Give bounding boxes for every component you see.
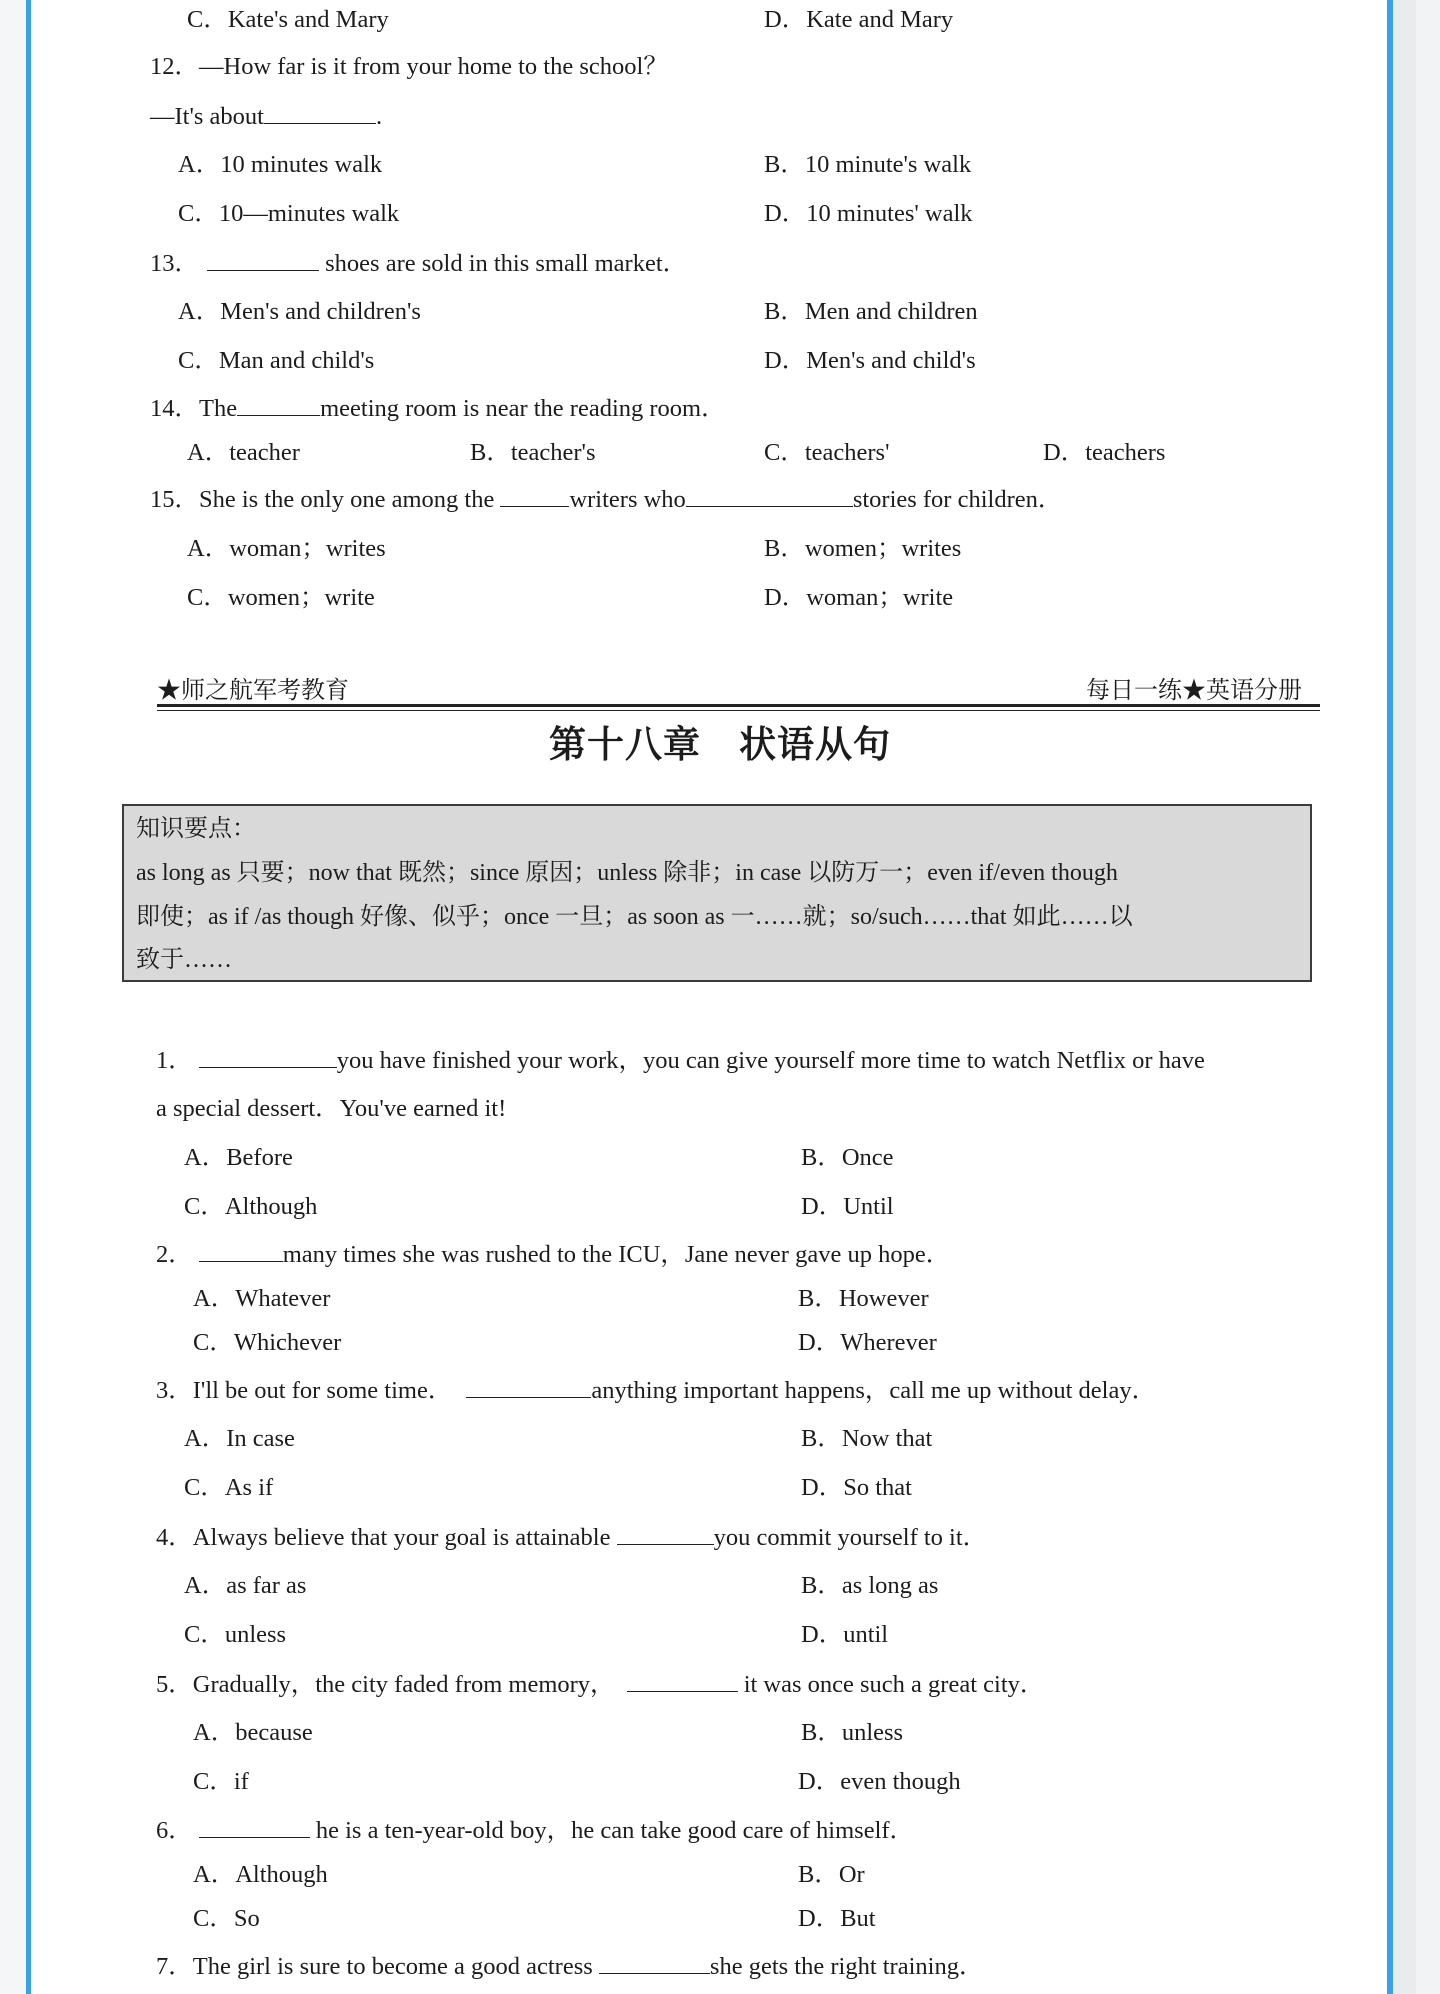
answer-blank (199, 1239, 283, 1262)
option-2-d: D．Wherever (798, 1329, 937, 1356)
option-q15-c: C．women；write (187, 584, 375, 611)
question-12-stem: 12．—How far is it from your home to the school？ (150, 53, 668, 80)
option-1-a: A．Before (184, 1144, 293, 1171)
option-q12-b: B．10 minute's walk (764, 151, 972, 178)
knowledge-line-3: 致于…… (136, 947, 232, 973)
option-4-d: D．until (801, 1621, 889, 1648)
option-q11-d: D．Kate and Mary (764, 6, 954, 33)
header-rule-thick (157, 704, 1320, 707)
option-4-b: B．as long as (801, 1572, 939, 1599)
option-2-a: A．Whatever (193, 1285, 331, 1312)
chapter-title: 第十八章 状语从句 (549, 723, 891, 766)
option-q13-d: D．Men's and child's (764, 347, 976, 374)
option-2-c: C．Whichever (193, 1329, 342, 1356)
answer-blank (627, 1669, 738, 1692)
option-4-a: A．as far as (184, 1572, 307, 1599)
knowledge-title: 知识要点： (136, 816, 256, 842)
option-q13-a: A．Men's and children's (178, 298, 421, 325)
answer-blank (199, 1815, 310, 1838)
option-6-b: B．Or (798, 1861, 865, 1888)
question-12-answer-line: —It's about . (150, 103, 383, 130)
knowledge-line-1: as long as 只要；now that 既然；since 原因；unless 除非；in case 以防万一；even if/even though (136, 860, 1118, 886)
answer-blank (199, 1045, 337, 1068)
option-q12-a: A．10 minutes walk (178, 151, 383, 178)
option-q14-d: D．teachers (1043, 439, 1166, 466)
option-1-c: C．Although (184, 1193, 318, 1220)
option-q14-a: A．teacher (187, 439, 300, 466)
option-3-c: C．As if (184, 1474, 274, 1501)
answer-blank (617, 1522, 714, 1545)
question-15-stem: 15．She is the only one among the writers who stories for children． (150, 486, 1063, 513)
question-3-stem: 3．I'll be out for some time． anything important happens，call me up without delay． (156, 1377, 1157, 1404)
option-5-d: D．even though (798, 1768, 961, 1795)
option-q14-c: C．teachers' (764, 439, 890, 466)
header-rule-thin (157, 710, 1320, 711)
header-series: 每日一练★英语分册 (1086, 676, 1302, 704)
option-q12-d: D．10 minutes' walk (764, 200, 973, 227)
option-2-b: B．However (798, 1285, 929, 1312)
answer-blank (599, 1951, 710, 1974)
option-q13-b: B．Men and children (764, 298, 978, 325)
question-13-stem: 13． shoes are sold in this small market． (150, 250, 688, 277)
option-6-a: A．Although (193, 1861, 328, 1888)
header-publisher: ★师之航军考教育 (157, 676, 349, 704)
option-5-c: C．if (193, 1768, 249, 1795)
option-q12-c: C．10—minutes walk (178, 200, 400, 227)
option-3-d: D．So that (801, 1474, 912, 1501)
answer-blank (237, 393, 320, 416)
option-4-c: C．unless (184, 1621, 287, 1648)
option-q13-c: C．Man and child's (178, 347, 375, 374)
answer-blank (207, 248, 319, 271)
answer-blank (466, 1375, 591, 1398)
option-q14-b: B．teacher's (470, 439, 596, 466)
option-5-b: B．unless (801, 1719, 904, 1746)
option-q15-b: B．women；writes (764, 535, 962, 562)
question-14-stem: 14．The meeting room is near the reading room． (150, 395, 726, 422)
question-1-stem-cont: a special dessert．You've earned it! (156, 1095, 507, 1122)
answer-blank (264, 101, 376, 124)
option-q15-d: D．woman；write (764, 584, 954, 611)
option-q11-c: C．Kate's and Mary (187, 6, 389, 33)
question-2-stem: 2． many times she was rushed to the ICU，Jane never gave up hope． (156, 1241, 951, 1268)
knowledge-box (122, 804, 1312, 982)
question-1-stem: 1． you have finished your work，you can give yourself more time to watch Netflix or have (156, 1047, 1205, 1074)
question-7-stem: 7．The girl is sure to become a good actress she gets the right training． (156, 1953, 984, 1980)
option-5-a: A．because (193, 1719, 313, 1746)
option-6-d: D．But (798, 1905, 876, 1932)
option-3-a: A．In case (184, 1425, 295, 1452)
answer-blank (686, 484, 853, 507)
option-1-d: D．Until (801, 1193, 894, 1220)
question-6-stem: 6． he is a ten-year-old boy，he can take good care of himself． (156, 1817, 915, 1844)
knowledge-line-2: 即使；as if /as though 好像、似乎；once 一旦；as soon as 一……就；so/such……that 如此……以 (136, 904, 1133, 930)
question-4-stem: 4．Always believe that your goal is attainable you commit yourself to it． (156, 1524, 988, 1551)
right-border-line (1387, 0, 1393, 1994)
answer-blank (500, 484, 569, 507)
option-3-b: B．Now that (801, 1425, 933, 1452)
right-margin (1416, 0, 1440, 1994)
question-5-stem: 5．Gradually，the city faded from memory， it was once such a great city． (156, 1671, 1045, 1698)
option-6-c: C．So (193, 1905, 260, 1932)
option-1-b: B．Once (801, 1144, 894, 1171)
option-q15-a: A．woman；writes (187, 535, 386, 562)
left-margin (0, 0, 26, 1994)
